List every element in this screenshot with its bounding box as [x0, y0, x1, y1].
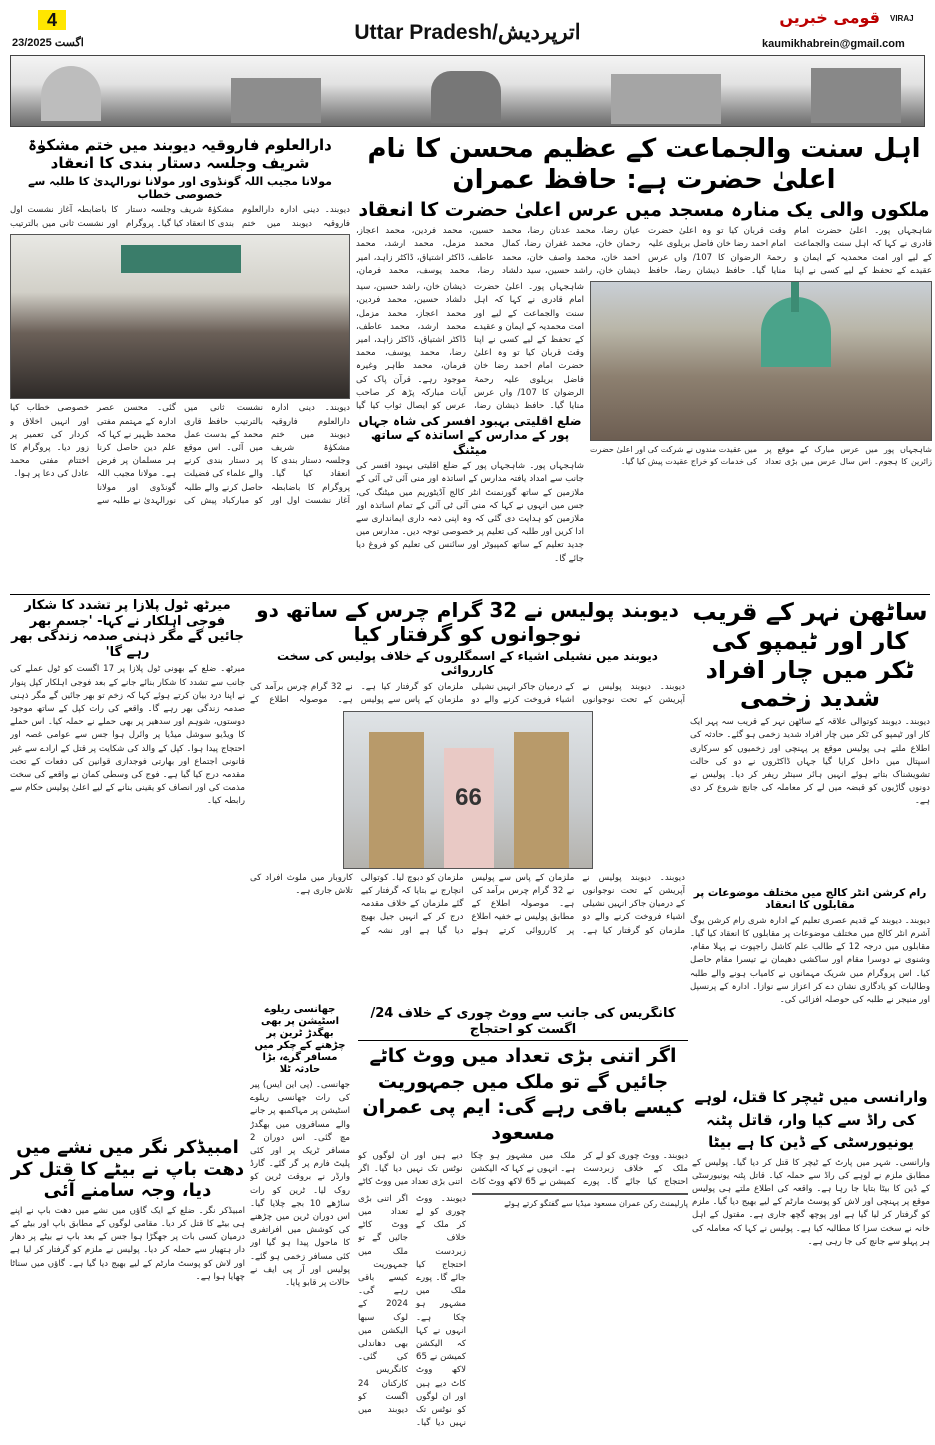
ambedkar-body: امبیڈکر نگر۔ ضلع کے ایک گاؤں میں نشے میں دھت باپ نے اپنے ہی بیٹے کا قتل کر دیا۔ مقامی لوگوں کے مطابق باپ اور بیٹے کے درمیان کسی بات پر جھگڑا ہوا جس کے بعد باپ نے بیٹے پر دھار دار ہتھیار سے حملہ کر دیا۔ پولیس نے ملزم کو گرفتار کر لیا ہے اور لاش کو پوسٹ مارٹم کے لیے بھیج دیا گیا ہے۔ گاؤں میں سناٹا چھایا ہوا ہے۔	[10, 1205, 245, 1282]
lead-headline: اہل سنت والجماعت کے عظیم محسن کا نام اعلیٰ حضرت ہے: حافظ عمران	[367, 134, 921, 196]
jhansi-story	[250, 1004, 350, 1440]
jhansi-headline: جھانسی ریلوے اسٹیشن پر بھی بھگدڑ ٹرین پر چڑھنے کے چکر میں مسافر گرے، بڑا حادثہ ٹلا	[254, 1004, 346, 1075]
ramkrishan-body: دیوبند۔ دیوبند کے قدیم عصری تعلیم کے ادارہ شری رام کرشن یوگ آشرم انٹر کالج میں مختلف موضوعات پر مقابلوں کا انعقاد کیا گیا۔ مقابلوں میں درجہ 12 کے طالب علم کاشل راجپوت نے پہلا مقام، وشنوی نے دوسرا مقام اور ساکشی دھیمان نے تیسرا مقام حاصل کیا۔ اس پروگرام میں شریک مہمانوں نے کامیاب ہونے والے طلبہ وطالبات کو یادگاری نشان دے کر اعزاز سے نوازا۔ ادارہ کے پرنسپل اور منیجر نے طلبہ کی حوصلہ افزائی کی۔	[690, 915, 930, 1005]
congress-body: دیوبند۔ ووٹ چوری کو لے کر ملک کے خلاف زبردست احتجاج کیا جائے گا۔ پورے ملک میں مشہور ہو چکا ہے۔ انہوں نے کہا کہ الیکشن کمیشن نے 65 لاکھ ووٹ کاٹ دیے ہیں اور ان لوگوں کو نوٹس تک نہیں دیا گیا۔ اگر اتنی بڑی تعداد میں ووٹ کاٹے	[358, 1150, 688, 1188]
congress-photo-caption: پارلیمنٹ رکن عمران مسعود میڈیا سے گفتگو کرتے ہوئے	[504, 1198, 688, 1208]
darul-uloom-story	[10, 136, 350, 590]
urs-crowd-photo	[590, 281, 932, 441]
lead-subheadline: ملکوں والی یک منارہ مسجد میں عرس اعلیٰ حضرت کا انعقاد	[358, 199, 930, 222]
police-body: دیوبند۔ دیوبند پولیس نے آپریشن کے تحت نوجوانوں کے درمیان جاکر انہیں نشیلی اشیاء فروخت کرنے والے دو ملزمان کو گرفتار کیا ہے۔ ملزمان کے پاس سے پولیس نے 32 گرام چرس برآمد کی ہے۔ موصولہ اطلاع کے	[250, 681, 685, 705]
divider	[358, 1040, 688, 1041]
contact-email: kaumikhabrein@gmail.com	[762, 38, 905, 50]
police-body-continued: دیوبند۔ دیوبند پولیس نے آپریشن کے تحت نوجوانوں کے درمیان جاکر انہیں نشیلی اشیاء فروخت کرنے والے دو ملزمان کو گرفتار کیا ہے۔ ملزمان کے پاس سے پولیس نے 32 گرام چرس برآمد کی ہے۔ موصولہ اطلاع کے مطابق پولیس نے خفیہ اطلاع پر کارروائی کرتے ہوئے ملزمان کو دبوچ لیا۔ کوتوالی انچارج نے بتایا کہ گرفتار کیے گئے ملزمان کے خلاف مقدمہ درج کر کے انہیں جیل بھیج دیا گیا ہے اور نشہ کے کاروبار میں ملوث افراد کی تلاش جاری ہے۔	[250, 872, 685, 936]
varanasi-headline: وارانسی میں ٹیچر کا قتل، لوہے کی راڈ سے کیا وار، قاتل پٹنہ یونیورسٹی کے ڈین کا ہے بیٹا	[694, 1088, 928, 1151]
imran-masood-photo	[472, 1193, 688, 1195]
accident-headline: ساٹھن نہر کے قریب کار اور ٹیمپو کی ٹکر میں چار افراد شدید زخمی	[692, 598, 928, 713]
lead-photo-caption: شاہجہاں پور میں عرس مبارک کے موقع پر زائرین کا ہجوم۔ اس سال عرس میں بڑی تعداد میں عقیدت مندوں نے شرکت کی اور اعلیٰ حضرت کی خدمات کو خراج عقیدت پیش کیا گیا۔	[590, 445, 932, 467]
congress-kicker: کانگریس کی جانب سے ووٹ چوری کے خلاف 24/اگست کو احتجاج	[370, 1006, 676, 1037]
darul-uloom-gathering-photo	[10, 234, 350, 399]
lead-body-continued: شاہجہاں پور۔ اعلیٰ حضرت امام قادری نے کہا کہ اہل سنت والجماعت کے لیے اور امت محمدیہ کے ایمان و عقیدے کے تحفظ کے لیے کسی نے اپنا وقت قربان کیا تو وہ اعلیٰ حضرت امام احمد رضا خان فاضل بریلوی علیہ رحمۃ الرضوان کا 107/ واں عرس منایا گیا۔ حافظ ذیشان رضا، ذیشان خان، راشد حسین، سید دلشاد حسین، محمد فردین، محمد اعجاز، محمد مزمل، محمد ارشد، محمد عاطف، ڈاکٹر اشتیاق، ڈاکٹر زاہد، امیر رضا، محمد یوسف، محمد فرمان، محمد طاہر وغیرہ موجود رہے۔ قرآن پاک کی آیات مبارکہ پڑھ کر صاحب عرس کو ایصال ثواب کیا گیا	[356, 282, 584, 411]
congress-body-continued: دیوبند۔ ووٹ چوری کو لے کر ملک کے خلاف زبردست احتجاج کیا جائے گا۔ پورے ملک میں مشہور ہو چکا ہے۔ انہوں نے کہا کہ الیکشن کمیشن نے 65 لاکھ ووٹ کاٹ دیے ہیں اور ان لوگوں کو نوٹس تک نہیں دیا گیا۔ اگر اتنی بڑی تعداد میں ووٹ کاٹے جائیں گے تو ملک میں جمہوریت کیسے باقی رہے گی۔ 2024 کے لوک سبھا الیکشن میں بھی دھاندلی کی گئی۔ کانگریس کارکنان 24 اگست کو دیوبند میں	[358, 1193, 466, 1429]
congress-headline: اگر اتنی بڑی تعداد میں ووٹ کاٹے جائیں گے تو ملک میں جمہوریت کیسے باقی رہے گی: ایم پی عمران مسعود	[362, 1045, 684, 1145]
page-number-badge: 4	[38, 10, 66, 30]
lead-story	[356, 134, 932, 590]
darul-uloom-headline: دارالعلوم فاروقیہ دیوبند میں ختم مشکوٰۃ شریف وجلسہ دستار بندی کا انعقاد	[28, 136, 332, 172]
minority-body: شاہجہاں پور۔ شاہجہاں پور کے ضلع اقلیتی بہبود افسر کی جانب سے امداد یافتہ مدارس کے اساتذہ اور منی آئی ٹی آئی کے ملازمین کے ساتھ گورنمنٹ انٹر کالج آڈیٹوریم میں میٹنگ کی، جس میں انہوں نے کہا کہ منی آئی ٹی آئی کے تمام اساتذہ اور ملازمین کو ہدایت دی گئی کہ وہ اپنی ذمہ داری ایمانداری سے ادا کریں اور طلبہ کی تعلیم پر خصوصی توجہ دیں۔ مدارس میں جدید تعلیم کے ساتھ کمپیوٹر اور سائنس کی تعلیم کو فروغ دیا جائے گا۔	[356, 461, 584, 564]
lead-body: شاہجہاں پور۔ اعلیٰ حضرت امام قادری نے کہا کہ اہل سنت والجماعت کے لیے اور امت محمدیہ کے ایمان و عقیدے کے تحفظ کے لیے کسی نے اپنا وقت قربان کیا تو وہ اعلیٰ حضرت امام احمد رضا خان فاضل بریلوی علیہ رحمۃ الرضوان کا 107/ واں عرس منایا گیا۔ حافظ ذیشان رضا، حافظ عیان رضا، محمد عدنان رضا، محمد رحمان خان، محمد غفران رضا، کمال احمد خان، محمد واصف خان، محمد ذیشان خان، راشد حسین، سید دلشاد حسین، محمد فردین، محمد اعجاز، محمد مزمل، محمد ارشد، محمد عاطف، ڈاکٹر اشتیاق، ڈاکٹر زاہد، امیر رضا، محمد یوسف، محمد فرمان،	[356, 226, 932, 276]
police-headline: دیوبند پولیس نے 32 گرام چرس کے ساتھ دو نوجوانوں کو گرفتار کیا	[256, 598, 679, 646]
brand-logo-mark: VIRAJ	[890, 14, 914, 23]
police-arrest-photo	[343, 711, 593, 869]
brand-logo: قومی خبریں	[779, 8, 880, 27]
meerut-story	[10, 598, 245, 1440]
monuments-banner-image	[10, 55, 925, 127]
issue-date: 23/اگست 2025	[12, 37, 84, 49]
police-subheadline: دیوبند میں نشیلی اشیاء کے اسمگلروں کے خلاف پولیس کی سخت کارروائی	[277, 649, 658, 678]
congress-story	[358, 1006, 688, 1440]
minority-headline: ضلع اقلیتی بہبود افسر کی شاہ جہاں پور کے مدارس کے اساتذہ کے ساتھ میٹنگ	[358, 414, 582, 457]
darul-uloom-subheadline: مولانا مجیب اللہ گونڈوی اور مولانا نورالہدیٰ کا طلبہ سے خصوصی خطاب	[28, 175, 332, 202]
darul-uloom-body-continued: دیوبند۔ دینی ادارہ دارالعلوم فاروقیہ دیوبند میں ختم مشکوٰۃ شریف وجلسہ دستار بندی کا انعقاد کیا گیا۔ پروگرام کا باضابطہ آغاز نشست اول اور نشست ثانی میں بالترتیب حافظ قاری محمد کے بدست عمل میں آئی۔ اس موقع پر دستار بندی کرنے والے علماء کی فضیلت حاصل کرنے والے طلبہ کو مبارکباد پیش کی گئی۔ محسن عصر ادارہ کے مہتمم مفتی محمد ظہیر نے کہا کہ علم دین حاصل کرنا ہر مسلمان پر فرض ہے۔ مولانا مجیب اللہ گونڈوی اور مولانا نورالہدیٰ نے طلبہ سے خصوصی خطاب کیا اور انہیں اخلاق و کردار کی تعمیر پر زور دیا۔ پروگرام کا اختتام مفتی محمد عادل کی دعا پر ہوا۔	[10, 403, 350, 506]
varanasi-story	[692, 1086, 930, 1440]
ambedkar-headline: امبیڈکر نگر میں نشے میں دھت باپ نے بیٹے کا قتل کر دیا، وجہ سامنے آئی	[10, 1136, 245, 1202]
ramkrishan-headline: رام کرشن انٹر کالج میں مختلف موضوعات پر مقابلوں کا انعقاد	[693, 886, 927, 912]
divider	[10, 594, 930, 595]
meerut-headline: میرٹھ ٹول پلازا پر تشدد کا شکار فوجی اہلکار نے کہا- 'جسم بھر جائیں گے مگر ذہنی صدمہ زندگی بھر رہے گا'	[11, 598, 244, 660]
varanasi-body: وارانسی۔ شہر میں پارٹ کے ٹیچر کا قتل کر دیا گیا۔ پولیس کے مطابق ملزم نے لوہے کی راڈ سے حملہ کیا۔ قاتل پٹنہ یونیورسٹی کے ڈین کا بیٹا بتایا جا رہا ہے۔ واقعہ کی اطلاع ملتے ہی پولیس موقع پر پہنچی اور لاش کو پوسٹ مارٹم کے لیے بھیج دیا گیا۔ ملزم کو گرفتار کر لیا گیا ہے اور پوچھ گچھ جاری ہے۔ مقتول کے اہل خانہ نے سخت سزا کا مطالبہ کیا ہے۔ پولیس نے کہا کہ معاملہ کی ہر پہلو سے جانچ کی جا رہی ہے۔	[692, 1157, 930, 1247]
jhansi-body: جھانسی۔ (پی این ایس) پیر کی رات جھانسی ریلوے اسٹیشن پر مہاکمبھ پر جانے والے مسافروں میں بھگدڑ مچ گئی۔ اس دوران 2 مسافر ٹریک پر اور کئی پلیٹ فارم پر گر گئے۔ گارڈ وارڈر نے بروقت ٹرین کو روک لیا۔ ٹرین کو رات ساڑھے 10 بجے چلایا گیا۔ اس دوران ٹرین میں چڑھنے کی کوشش میں افراتفری کا ماحول پیدا ہو گیا اور کئی مسافر زخمی ہو گئے۔ پولیس اور آر پی ایف نے حالات پر قابو پایا۔	[250, 1080, 350, 1289]
meerut-body: میرٹھ۔ ضلع کے بھونی ٹول پلازا پر 17 اگست کو ٹول عملے کی جانب سے تشدد کا شکار بنائے جانے کے بعد فوجی اہلکار کپل پنوار نے اپنا درد بیان کرتے ہوئے کہا کہ زخم تو بھر جائیں گے مگر ذہنی صدمہ زندگی بھر رہے گا۔ واقعے کی رات کپل کے ساتھ موجود دوستوں، شوہم اور سدھیر پر بھی حملے نے حملہ کیا۔ اس حملے کا ویڈیو سوشل میڈیا پر وائرل ہوا جس سے عوامی غصہ اور احتجاج پیدا ہوا۔ کپل کے والد کی شکایت پر قتل کے ارادے سے غیر قانونی اجتماع اور بھارتی فوجداری قوانین کی دفعات کے تحت مقدمہ درج کیا گیا ہے۔ فوج کی وسطی کمان نے واقعے کی سخت مذمت کی اور انصاف کو یقینی بنانے کے لیے اعلیٰ پولیس حکام سے رابطہ کیا۔	[10, 664, 245, 807]
accident-story	[690, 598, 930, 1082]
section-title: Uttar Pradesh/اترپردیش	[354, 21, 581, 44]
accident-body: دیوبند۔ دیوبند کوتوالی علاقہ کے ساٹھن نہر کے قریب سہ پہر ایک کار اور ٹیمپو کی ٹکر میں چار افراد شدید زخمی ہو گئے۔ حادثہ کی اطلاع ملتے ہی پولیس موقع پر پہنچی اور زخمیوں کو سرکاری اسپتال میں داخل کرایا گیا جہاں ڈاکٹروں نے دو کی حالت تشویشناک بتاتے ہوئے انہیں ہائر سینٹر ریفر کر دیا۔ پولیس نے دونوں گاڑیوں کو قبضہ میں لے کر معاملہ کی جانچ شروع کر دی ہے۔	[690, 717, 930, 807]
police-story	[250, 598, 685, 1000]
shirt-number: 66	[444, 748, 494, 869]
darul-uloom-body: دیوبند۔ دینی ادارہ دارالعلوم فاروقیہ دیوبند میں ختم مشکوٰۃ شریف وجلسہ دستار بندی کا انعقاد کیا گیا۔ پروگرام کا باضابطہ آغاز نشست اول اور نشست ثانی میں بالترتیب	[10, 205, 350, 229]
